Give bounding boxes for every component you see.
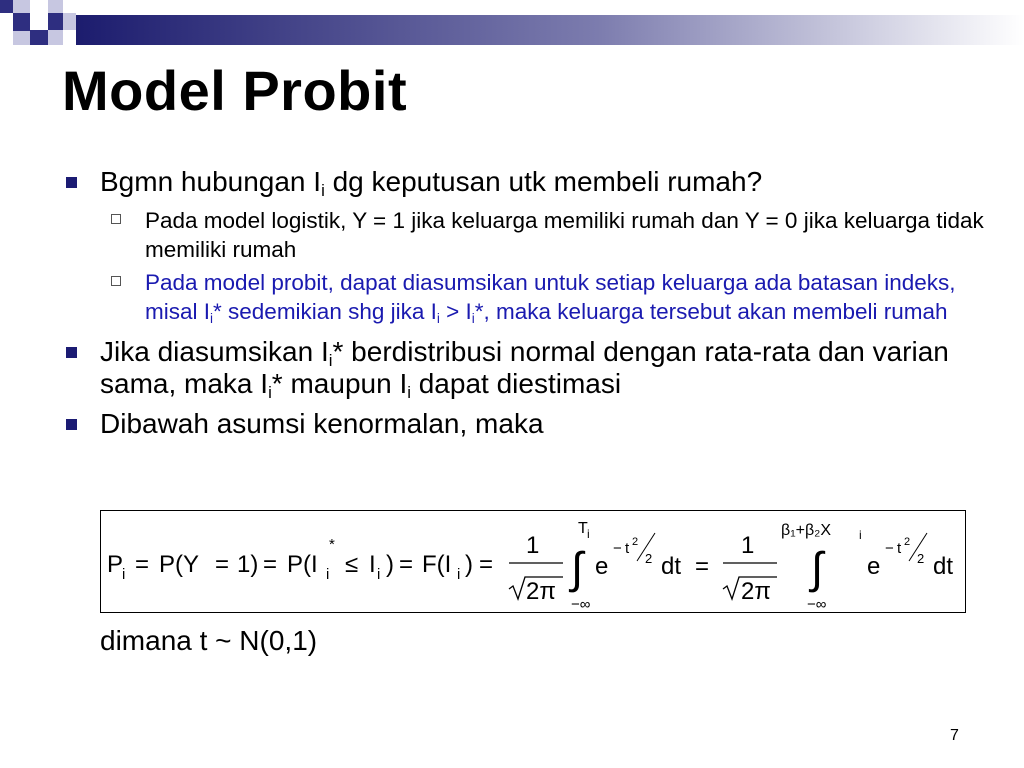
formula-P: P [107, 551, 124, 578]
formula-dt: dt [933, 553, 954, 580]
formula-lower: −∞ [807, 596, 827, 613]
square-bullet-icon [66, 419, 77, 430]
square-bullet-icon [66, 347, 77, 358]
formula-svg [101, 511, 967, 614]
formula-two: 2 [917, 551, 925, 566]
formula-two: 2 [904, 536, 911, 548]
formula-I: I [369, 551, 376, 578]
formula-eq: = [399, 551, 414, 578]
formula-eq: = [695, 553, 710, 580]
formula-PY: P(Y [159, 551, 200, 578]
formula-sub-i: i [587, 527, 590, 541]
distribution-note: dimana t ~ N(0,1) [100, 625, 318, 656]
formula-t: t [625, 540, 630, 557]
formula-den: 2π [741, 578, 771, 605]
formula-e: e [867, 553, 881, 580]
header-decoration [0, 0, 1024, 60]
formula-num: 1 [741, 532, 755, 559]
hollow-square-bullet-icon [111, 276, 121, 286]
integral-icon: ∫ [811, 544, 824, 593]
formula-eq: = [263, 551, 278, 578]
bullet-list [62, 166, 1002, 448]
probit-formula [100, 510, 966, 613]
bullet-2: Jika diasumsikan $I_i*$ berdistribusi normal dengan rata-rata dan varian sama, maka $I_i*$ maupun $I_i$ dapat diestimasi [62, 336, 1002, 400]
formula-eq: = [135, 551, 150, 578]
sub-bullet-2: Pada model probit, dapat diasumsikan untuk setiap keluarga ada batasan indeks, misal $I_i*$ sedemikian shg jika $I_i > I_i*$, maka keluarga tersebut akan membeli rumah [100, 268, 1002, 326]
formula-upper: β₁+β₂X [781, 522, 832, 539]
formula-lower: −∞ [571, 596, 591, 613]
bullet-1: Bgmn hubungan $I_i$ dg keputusan utk membeli rumah? [62, 166, 1002, 198]
formula-sub-i: i [377, 566, 381, 583]
integral-icon: ∫ [571, 544, 584, 593]
formula-rp: ) [386, 551, 394, 578]
sub-bullet-1: Pada model logistik, Y = 1 jika keluarga memiliki rumah dan Y = 0 jika keluarga tidak memiliki rumah [100, 206, 1002, 264]
formula-eq: = [479, 551, 494, 578]
formula-T: T [578, 520, 588, 537]
formula-sub-i: i [326, 566, 330, 583]
formula-le: ≤ [345, 551, 359, 578]
formula-PI: P(I [287, 551, 318, 578]
formula-eq: = [215, 551, 230, 578]
page-number: 7 [950, 727, 959, 744]
formula-rp: ) [465, 551, 473, 578]
hollow-square-bullet-icon [111, 214, 121, 224]
formula-dt: dt [661, 553, 682, 580]
formula-e: e [595, 553, 609, 580]
formula-minus: − [613, 540, 622, 557]
formula-den: 2π [526, 578, 556, 605]
formula-two: 2 [645, 551, 653, 566]
formula-star: * [329, 536, 335, 553]
formula-t: t [897, 540, 902, 557]
formula-sub-i: i [122, 566, 126, 583]
formula-minus: − [885, 540, 894, 557]
bullet-3: Dibawah asumsi kenormalan, maka [62, 408, 1002, 440]
formula-two: 2 [632, 536, 639, 548]
square-bullet-icon [66, 177, 77, 188]
formula-one: 1) [237, 551, 259, 578]
formula-num: 1 [526, 532, 540, 559]
formula-F: F(I [422, 551, 452, 578]
formula-sub-i: i [859, 528, 862, 542]
slide-title: Model Probit [62, 59, 408, 122]
formula-sub-i: i [457, 566, 461, 583]
